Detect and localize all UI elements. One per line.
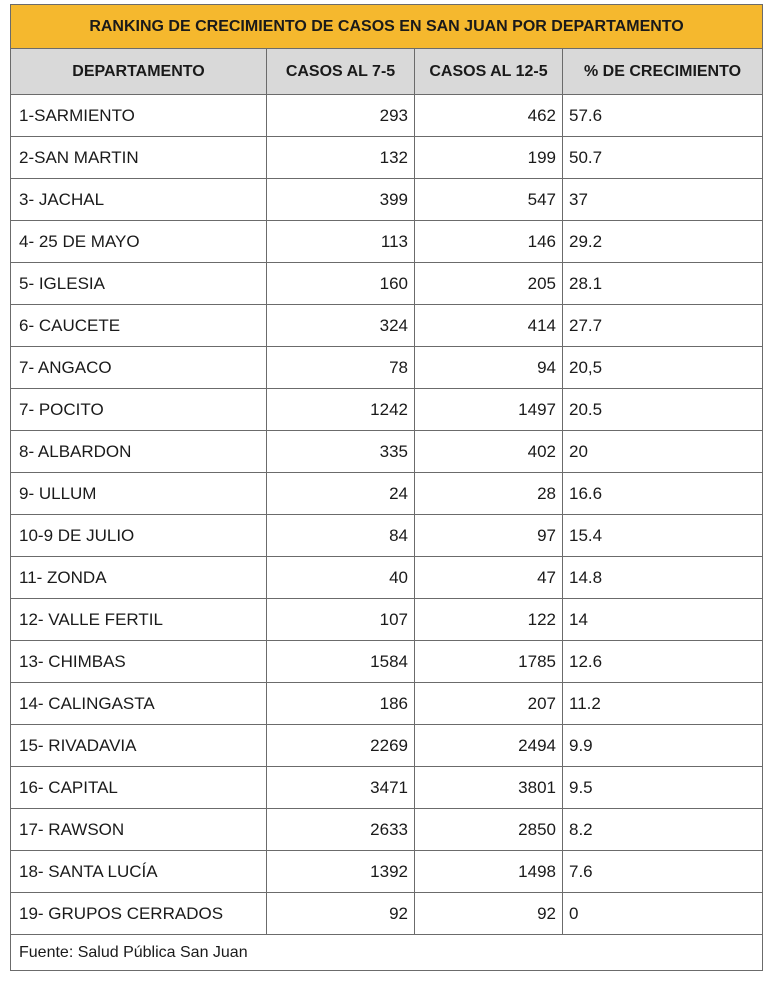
header-crecimiento: % DE CRECIMIENTO [563, 49, 763, 95]
cell-departamento: 16- CAPITAL [11, 767, 267, 809]
table-row [11, 809, 763, 851]
cell-crecimiento: 11.2 [563, 683, 763, 725]
cell-casos-7-5: 1242 [267, 389, 415, 431]
cell-casos-7-5: 293 [267, 95, 415, 137]
table-row [11, 557, 763, 599]
cell-crecimiento: 15.4 [563, 515, 763, 557]
header-casos-7-5: CASOS AL 7-5 [267, 49, 415, 95]
cell-casos-12-5: 462 [415, 95, 563, 137]
cell-casos-12-5: 47 [415, 557, 563, 599]
cell-crecimiento: 7.6 [563, 851, 763, 893]
cell-casos-7-5: 92 [267, 893, 415, 935]
cell-departamento: 6- CAUCETE [11, 305, 267, 347]
cell-crecimiento: 28.1 [563, 263, 763, 305]
cell-casos-12-5: 207 [415, 683, 563, 725]
header-row [11, 49, 763, 95]
cell-casos-7-5: 2633 [267, 809, 415, 851]
cell-casos-7-5: 3471 [267, 767, 415, 809]
cell-crecimiento: 12.6 [563, 641, 763, 683]
table-row [11, 305, 763, 347]
title-row [11, 5, 763, 49]
cell-departamento: 13- CHIMBAS [11, 641, 267, 683]
table-row [11, 599, 763, 641]
header-departamento: DEPARTAMENTO [11, 49, 267, 95]
cell-casos-12-5: 94 [415, 347, 563, 389]
table-row [11, 95, 763, 137]
cell-crecimiento: 57.6 [563, 95, 763, 137]
cell-casos-7-5: 132 [267, 137, 415, 179]
cell-casos-12-5: 414 [415, 305, 563, 347]
table-title: RANKING DE CRECIMIENTO DE CASOS EN SAN JUAN POR DEPARTAMENTO [11, 5, 763, 49]
cell-casos-7-5: 113 [267, 221, 415, 263]
cell-departamento: 18- SANTA LUCÍA [11, 851, 267, 893]
cell-departamento: 8- ALBARDON [11, 431, 267, 473]
cell-crecimiento: 14.8 [563, 557, 763, 599]
cell-casos-12-5: 199 [415, 137, 563, 179]
cell-crecimiento: 8.2 [563, 809, 763, 851]
table-row [11, 725, 763, 767]
cell-casos-12-5: 122 [415, 599, 563, 641]
cell-casos-7-5: 335 [267, 431, 415, 473]
cell-crecimiento: 20.5 [563, 389, 763, 431]
table-row [11, 221, 763, 263]
cell-casos-12-5: 1498 [415, 851, 563, 893]
cell-crecimiento: 0 [563, 893, 763, 935]
cell-casos-12-5: 28 [415, 473, 563, 515]
cell-casos-12-5: 2850 [415, 809, 563, 851]
cell-crecimiento: 9.5 [563, 767, 763, 809]
table-row [11, 683, 763, 725]
cell-crecimiento: 27.7 [563, 305, 763, 347]
cell-casos-12-5: 205 [415, 263, 563, 305]
table-body [11, 95, 763, 935]
cell-crecimiento: 29.2 [563, 221, 763, 263]
table-row [11, 179, 763, 221]
cell-crecimiento: 9.9 [563, 725, 763, 767]
cell-departamento: 7- POCITO [11, 389, 267, 431]
cell-casos-12-5: 2494 [415, 725, 563, 767]
cell-casos-12-5: 547 [415, 179, 563, 221]
cell-departamento: 19- GRUPOS CERRADOS [11, 893, 267, 935]
cell-casos-7-5: 324 [267, 305, 415, 347]
table-row [11, 263, 763, 305]
cell-casos-7-5: 1392 [267, 851, 415, 893]
table-row [11, 473, 763, 515]
cell-casos-7-5: 399 [267, 179, 415, 221]
table-row [11, 347, 763, 389]
cell-departamento: 2-SAN MARTIN [11, 137, 267, 179]
cell-departamento: 15- RIVADAVIA [11, 725, 267, 767]
cell-casos-7-5: 186 [267, 683, 415, 725]
cell-departamento: 10-9 DE JULIO [11, 515, 267, 557]
cell-casos-7-5: 107 [267, 599, 415, 641]
cell-casos-7-5: 84 [267, 515, 415, 557]
footer-row [11, 935, 763, 971]
cell-departamento: 14- CALINGASTA [11, 683, 267, 725]
cell-casos-12-5: 146 [415, 221, 563, 263]
ranking-table [10, 4, 763, 971]
cell-casos-12-5: 402 [415, 431, 563, 473]
cell-casos-12-5: 1497 [415, 389, 563, 431]
source-note: Fuente: Salud Pública San Juan [11, 935, 763, 971]
cell-casos-7-5: 78 [267, 347, 415, 389]
cell-departamento: 17- RAWSON [11, 809, 267, 851]
cell-departamento: 5- IGLESIA [11, 263, 267, 305]
header-casos-12-5: CASOS AL 12-5 [415, 49, 563, 95]
cell-departamento: 7- ANGACO [11, 347, 267, 389]
cell-casos-7-5: 24 [267, 473, 415, 515]
table-row [11, 893, 763, 935]
cell-casos-12-5: 3801 [415, 767, 563, 809]
table-row [11, 515, 763, 557]
cell-crecimiento: 50.7 [563, 137, 763, 179]
cell-departamento: 12- VALLE FERTIL [11, 599, 267, 641]
table-row [11, 389, 763, 431]
cell-casos-7-5: 2269 [267, 725, 415, 767]
cell-departamento: 3- JACHAL [11, 179, 267, 221]
cell-crecimiento: 37 [563, 179, 763, 221]
table-row [11, 767, 763, 809]
cell-casos-12-5: 1785 [415, 641, 563, 683]
cell-crecimiento: 20,5 [563, 347, 763, 389]
cell-casos-7-5: 1584 [267, 641, 415, 683]
cell-crecimiento: 16.6 [563, 473, 763, 515]
cell-casos-7-5: 40 [267, 557, 415, 599]
cell-crecimiento: 20 [563, 431, 763, 473]
cell-departamento: 4- 25 DE MAYO [11, 221, 267, 263]
cell-departamento: 1-SARMIENTO [11, 95, 267, 137]
cell-departamento: 11- ZONDA [11, 557, 267, 599]
table-row [11, 851, 763, 893]
cell-casos-12-5: 92 [415, 893, 563, 935]
table-row [11, 641, 763, 683]
table-row [11, 431, 763, 473]
cell-departamento: 9- ULLUM [11, 473, 267, 515]
cell-casos-12-5: 97 [415, 515, 563, 557]
cell-casos-7-5: 160 [267, 263, 415, 305]
ranking-sheet [10, 4, 762, 971]
table-row [11, 137, 763, 179]
cell-crecimiento: 14 [563, 599, 763, 641]
